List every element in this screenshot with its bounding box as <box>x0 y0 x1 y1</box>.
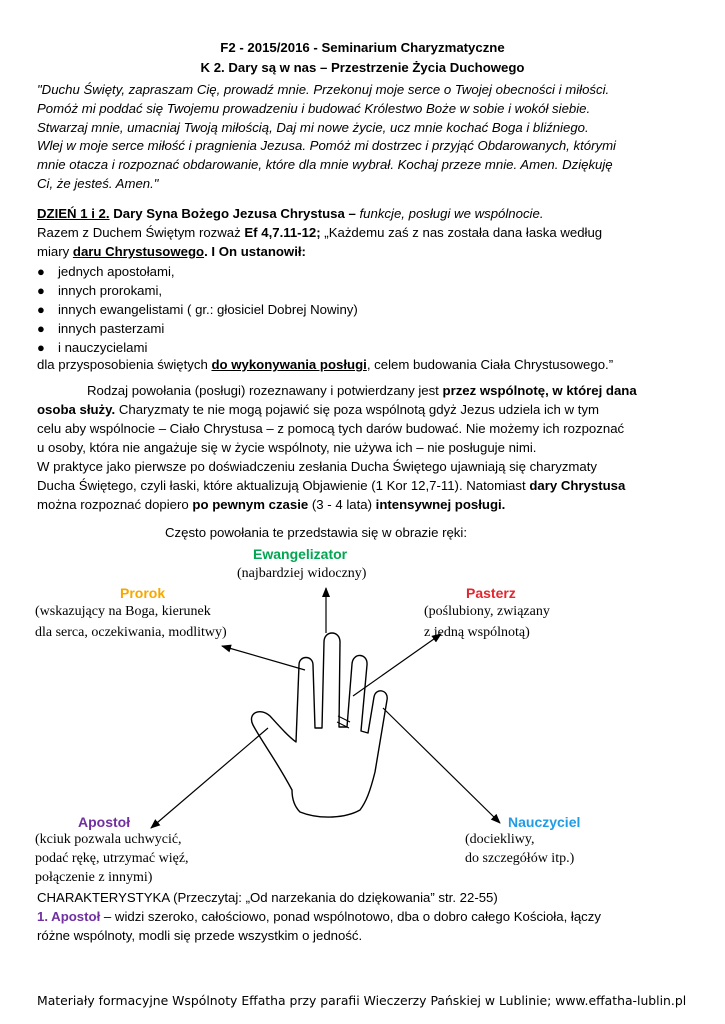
paragraph-line: W praktyce jako pierwsze po doświadczeniu zesłania Ducha Świętego ujawniają się charyzmaty <box>37 459 598 474</box>
text: – widzi szeroko, całościowo, ponad wspólnotowo, dba o dobro całego Kościoła, łączy <box>100 909 601 924</box>
characteristic-item: różne wspólnoty, modli się przede wszystkim o jedność. <box>37 928 363 943</box>
list-item: jednych apostołami, <box>58 264 175 279</box>
desc-prorok: (wskazujący na Boga, kierunek <box>35 604 211 619</box>
reference-note: (Przeczytaj: „Od narzekania do dziękowania” str. 22-55) <box>169 890 498 905</box>
text: Ducha Świętego, czyli łaski, które aktualizują Objawienie (1 Kor 12,7-11). Natomiast <box>37 478 530 493</box>
desc-pasterz: z jedną wspólnotą) <box>424 625 530 640</box>
desc-apostol: podać rękę, utrzymać więź, <box>35 851 189 866</box>
doc-title-2: K 2. Dary są w nas – Przestrzenie Życia Duchowego <box>200 60 525 75</box>
arrow-prorok <box>222 646 305 670</box>
text: po pewnym czasie <box>192 497 309 512</box>
label-prorok: Prorok <box>120 585 166 601</box>
text: przez wspólnotę, w której dana <box>442 383 637 398</box>
desc-ewangelizator: (najbardziej widoczny) <box>237 566 367 581</box>
desc-nauczyciel: do szczegółów itp.) <box>465 851 575 866</box>
text: intensywnej posługi. <box>375 497 506 512</box>
prayer-line: Pomóż mi poddać się Twojemu prowadzeniu i budować Królestwo Boże w sobie i wokół siebie. <box>37 101 591 116</box>
list-item: innych prorokami, <box>58 283 163 298</box>
text: . I On ustanowił: <box>204 244 306 259</box>
text: dary Chrystusa <box>529 478 626 493</box>
bullet-icon: ● <box>37 340 45 355</box>
scripture-ref: Ef 4,7.11-12; <box>244 225 321 240</box>
text: można rozpoznać dopiero <box>37 497 193 512</box>
desc-nauczyciel: (dociekliwy, <box>465 832 535 847</box>
text: miary <box>37 244 73 259</box>
label-apostol-item: 1. Apostoł <box>37 909 101 924</box>
prayer-line: Stwarzaj mnie, umacniaj Twoją miłością, Daj mi nowe życie, ucz mnie kochać Boga i bliźniego. <box>37 120 589 135</box>
characteristic-item <box>37 908 601 927</box>
day-title: Dary Syna Bożego Jezusa Chrystusa – <box>109 206 356 221</box>
paragraph-line: celu aby wspólnocie – Ciało Chrystusa – z pomocą tych darów budować. Nie możemy ich rozpoznać <box>37 421 625 436</box>
bullet-icon: ● <box>37 283 45 298</box>
desc-apostol: (kciuk pozwala uchwycić, <box>35 832 182 847</box>
paragraph-line: u osoby, która nie angażuje się w życie wspólnoty, nie używa ich – nie posługuje nimi. <box>37 440 537 455</box>
list-item: i nauczycielami <box>58 340 148 355</box>
label-nauczyciel: Nauczyciel <box>508 814 581 830</box>
characteristics-heading <box>37 889 498 908</box>
prayer-line: Ci, że jesteś. Amen." <box>37 176 159 191</box>
page-footer: Materiały formacyjne Wspólnoty Effatha przy parafii Wieczerzy Pańskiej w Lublinie; www.effatha-lublin.pl <box>37 993 687 1008</box>
list-item: innych pasterzami <box>58 321 165 336</box>
gift-term: daru Chrystusowego <box>72 244 205 259</box>
text: dla przysposobienia świętych <box>37 357 212 372</box>
bullet-icon: ● <box>37 302 45 317</box>
text: CHARAKTERYSTYKA <box>37 890 170 905</box>
doc-title-1: F2 - 2015/2016 - Seminarium Charyzmatyczne <box>220 40 505 55</box>
label-ewangelizator: Ewangelizator <box>253 546 348 562</box>
prayer-line: mnie otacza i rozpoznać obdarowanie, które dla mnie wybrał. Kochaj przeze mnie. Amen. Dziękuję <box>37 157 613 172</box>
text: Charyzmaty te nie mogą pojawić się poza wspólnotą gdyż Jezus udziela ich w tym <box>115 402 599 417</box>
service-term: do wykonywania posługi <box>211 357 367 372</box>
text: „Każdemu zaś z nas została dana łaska według <box>320 225 603 240</box>
prayer-line: Wlej w moje serce miłość i pragnienia Jezusa. Pomóż mi dostrzec i przyjąć Obdarowanych, którymi <box>37 138 616 153</box>
prayer-line: "Duchu Święty, zapraszam Cię, prowadź mnie. Przekonuj moje serce o Twojej obecności i miłości. <box>37 82 610 97</box>
arrow-nauczyciel <box>383 708 500 823</box>
desc-apostol: połączenie z innymi) <box>35 870 153 885</box>
label-pasterz: Pasterz <box>466 585 516 601</box>
day-label: DZIEŃ 1 i 2. <box>37 206 110 221</box>
text: Razem z Duchem Świętym rozważ <box>37 225 245 240</box>
label-apostol: Apostoł <box>78 814 131 830</box>
list-item: innych ewangelistami ( gr.: głosiciel Dobrej Nowiny) <box>58 302 358 317</box>
desc-prorok: dla serca, oczekiwania, modlitwy) <box>35 625 227 640</box>
paragraph-line: Często powołania te przedstawia się w obrazie ręki: <box>165 525 467 540</box>
arrow-apostol <box>151 728 268 828</box>
desc-pasterz: (poślubiony, związany <box>424 604 550 619</box>
bullet-icon: ● <box>37 321 45 336</box>
bullet-icon: ● <box>37 264 45 279</box>
text: , celem budowania Ciała Chrystusowego.” <box>366 357 614 372</box>
text: Rodzaj powołania (posługi) rozeznawany i potwierdzany jest <box>87 383 443 398</box>
text: osoba służy. <box>37 402 116 417</box>
text: (3 - 4 lata) <box>308 497 376 512</box>
day-subtitle: funkcje, posługi we wspólnocie. <box>355 206 544 221</box>
